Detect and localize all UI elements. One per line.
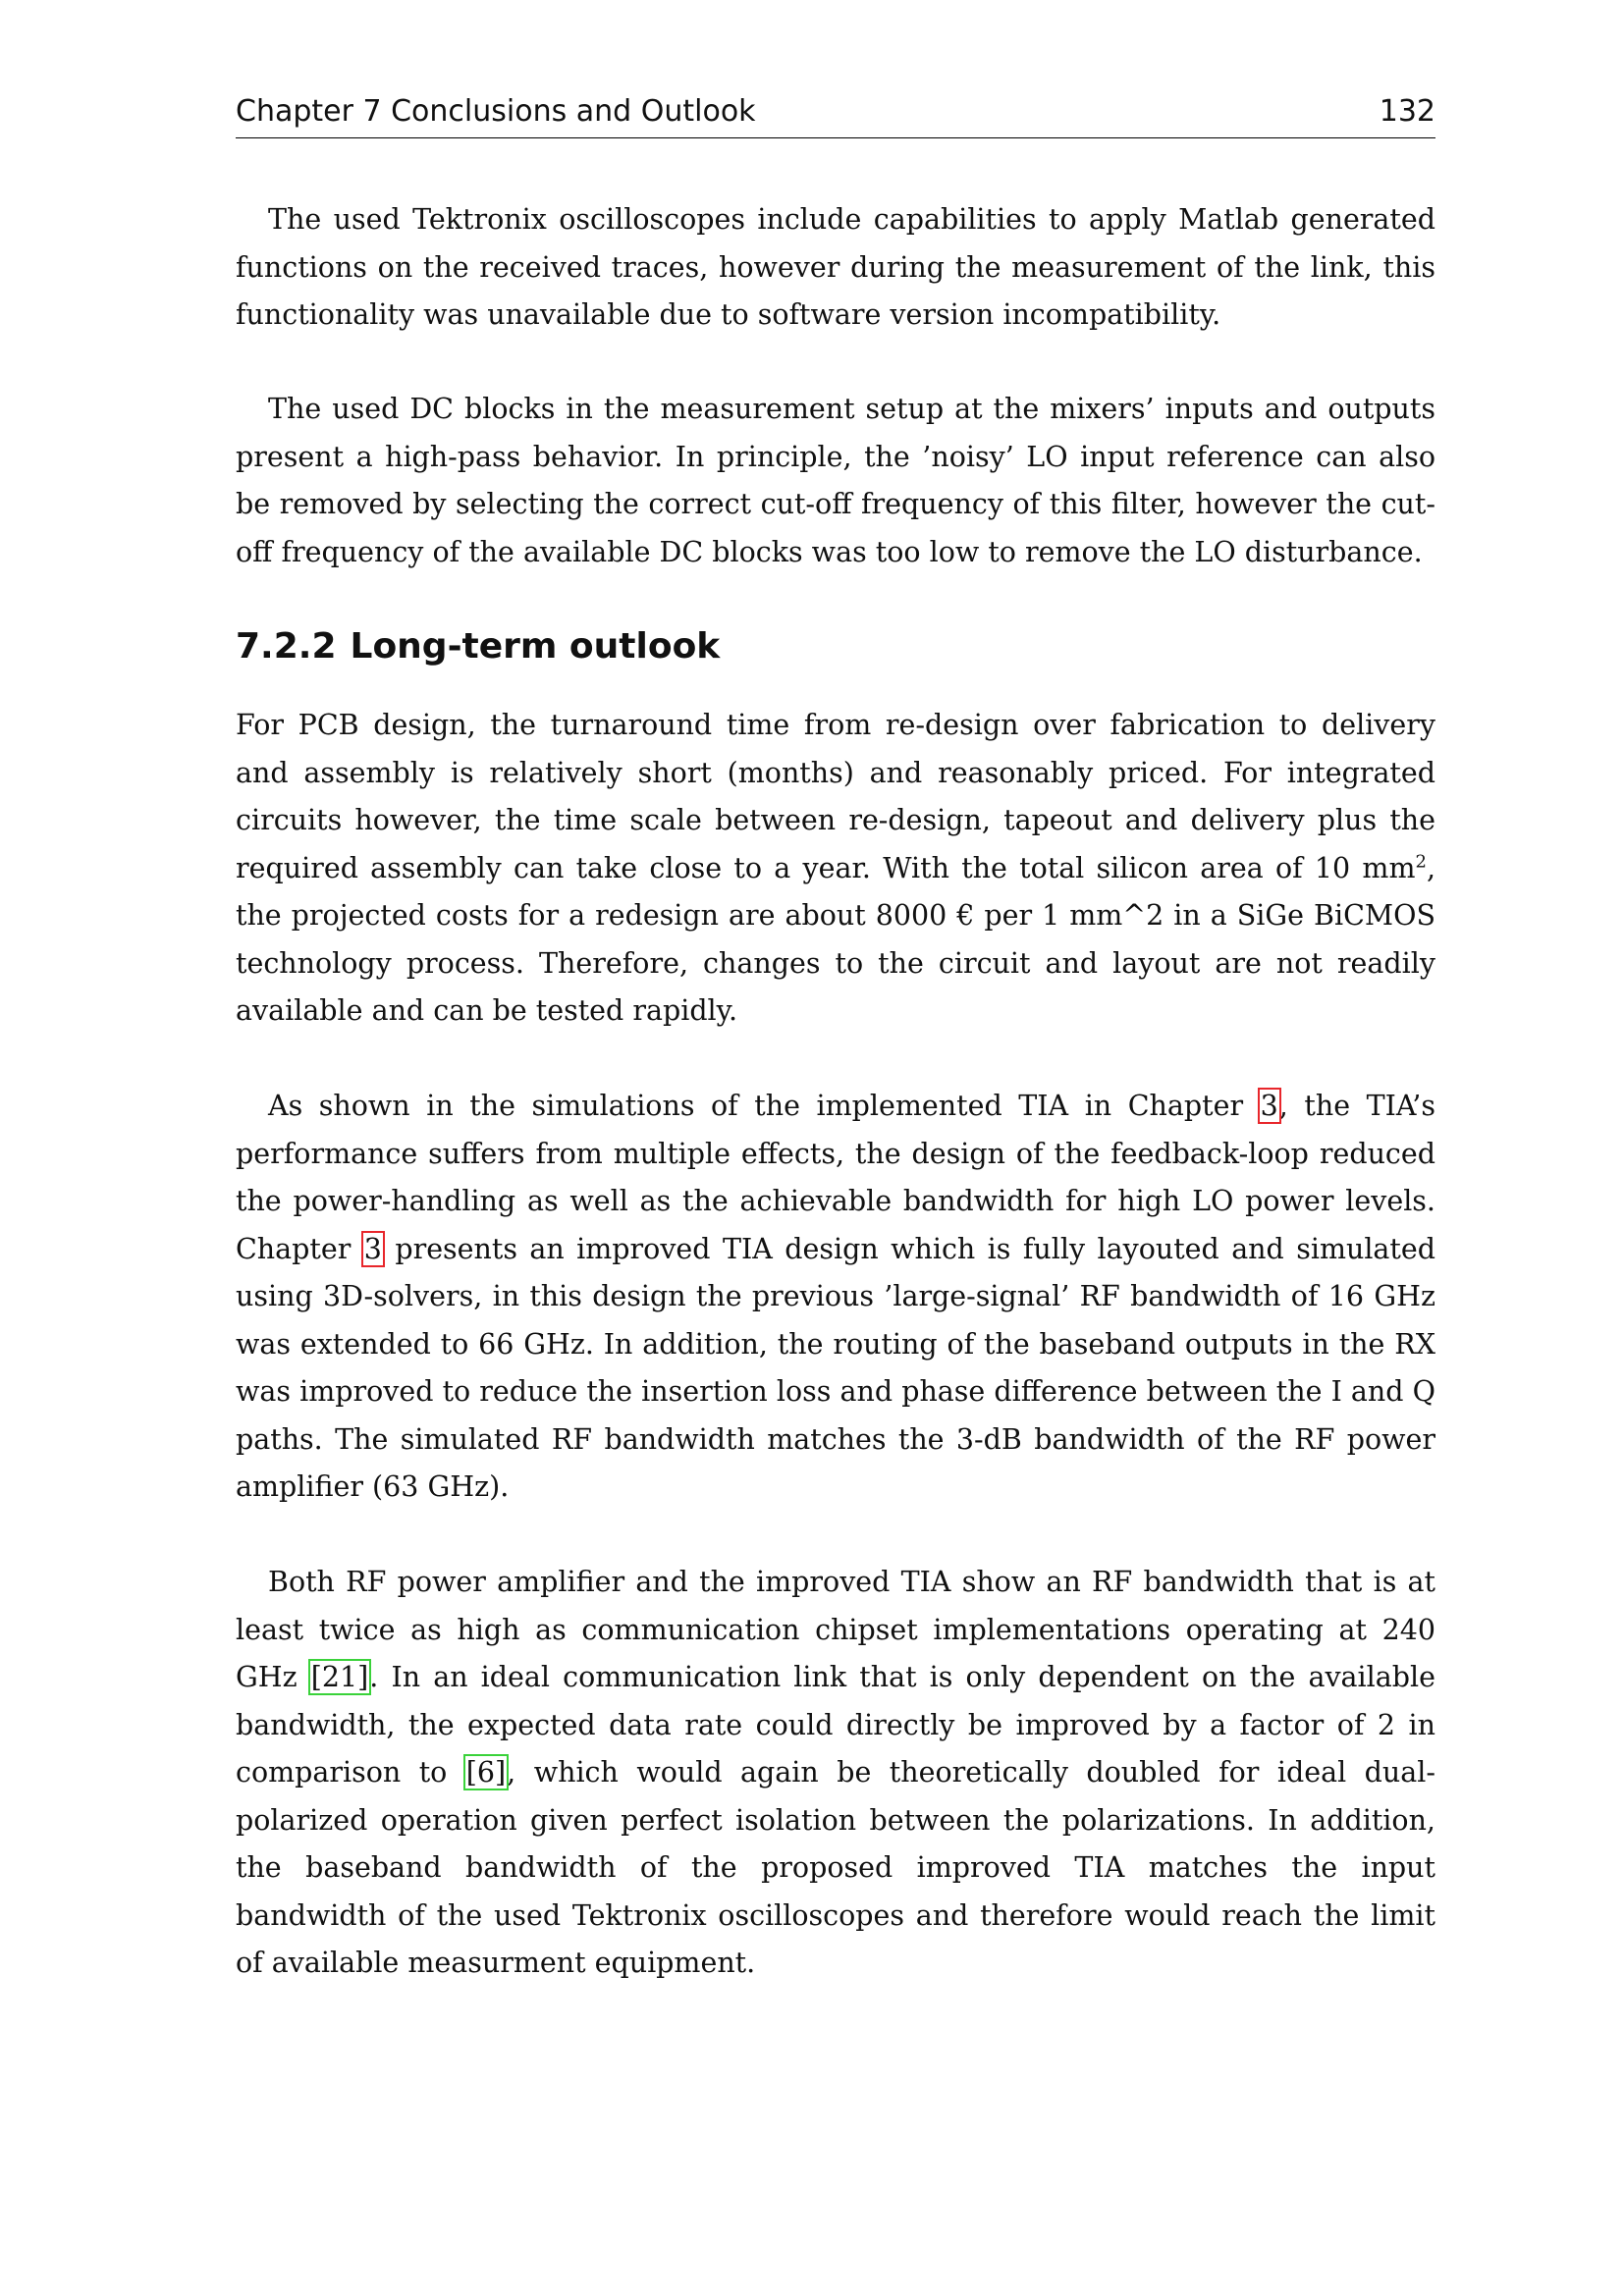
text-run: , which would again be theoretically doubled for ideal dual-polarized operation given perfect isolation between the polarizations. In addition, the baseband bandwidth of the proposed improved TIA matches the input bandwidth of the used Tektronix oscilloscopes and therefore would reach the limit of available measurment equipment.: [236, 1756, 1435, 1979]
paragraph-rf-bandwidth: [236, 1559, 1435, 1988]
superscript: 2: [1415, 851, 1427, 872]
section-number: 7.2.2: [236, 626, 337, 667]
text-run: For PCB design, the turnaround time from re-design over fabrication to delivery and assembly is relatively short (months) and reasonably priced. For integrated circuits however, the time scale between re-design, tapeout and delivery plus the required assembly can take close to a year. With the total silicon area of 10 mm: [236, 709, 1435, 884]
text-run: presents an improved TIA design which is fully layouted and simulated using 3D-solvers, in this design the previous ’large-signal’ RF bandwidth of 16 GHz was extended to 66 GHz. In addition, the routing of the baseband outputs in the RX was improved to reduce the insertion loss and phase difference between the I and Q paths. The simulated RF bandwidth matches the 3-dB bandwidth of the RF power amplifier (63 GHz).: [236, 1232, 1435, 1503]
paragraph-oscilloscope-functions: The used Tektronix oscilloscopes include capabilities to apply Matlab generated functions on the received traces, however during the measurement of the link, this functionality was unavailable due to software version incompatibility.: [236, 203, 1435, 331]
paragraph-pcb-design: [236, 702, 1435, 1036]
paragraph-tia-simulations: [236, 1083, 1435, 1512]
page-number: 132: [1379, 94, 1435, 129]
chapter-reference-link[interactable]: 3: [1260, 1090, 1278, 1122]
chapter-reference-link[interactable]: 3: [363, 1232, 382, 1265]
paragraph-dc-blocks: The used DC blocks in the measurement setup at the mixers’ inputs and outputs present a high-pass behavior. In principle, the ’noisy’ LO input reference can also be removed by selecting the correct cut-off frequency of this filter, however the cut-off frequency of the available DC blocks was too low to remove the LO disturbance.: [236, 393, 1435, 568]
section-heading: [236, 626, 720, 667]
text-run: As shown in the simulations of the implemented TIA in Chapter: [268, 1090, 1260, 1122]
text-run: , the TIA’s performance suffers from multiple effects, the design of the feedback-loop reduced the power-handling as well as the achievable bandwidth for high LO power levels. Chapter: [236, 1090, 1435, 1265]
text-run: , the projected costs for a redesign are about 8000 € per 1 mm^2 in a SiGe BiCMOS technology process. Therefore, changes to the circuit and layout are not readily available and can be tested rapidly.: [236, 851, 1435, 1027]
running-header: [236, 92, 1435, 138]
section-title: Long-term outlook: [350, 626, 721, 667]
citation-link[interactable]: [6]: [465, 1756, 507, 1789]
chapter-title: Chapter 7 Conclusions and Outlook: [236, 94, 756, 129]
text-run: . In an ideal communication link that is only dependent on the available bandwidth, the expected data rate could directly be improved by a factor of 2 in comparison to: [236, 1661, 1435, 1789]
text-run: Both RF power amplifier and the improved TIA show an RF bandwidth that is at least twice as high as communication chipset implementations operating at 240 GHz: [236, 1566, 1435, 1693]
citation-link[interactable]: [21]: [310, 1661, 369, 1693]
